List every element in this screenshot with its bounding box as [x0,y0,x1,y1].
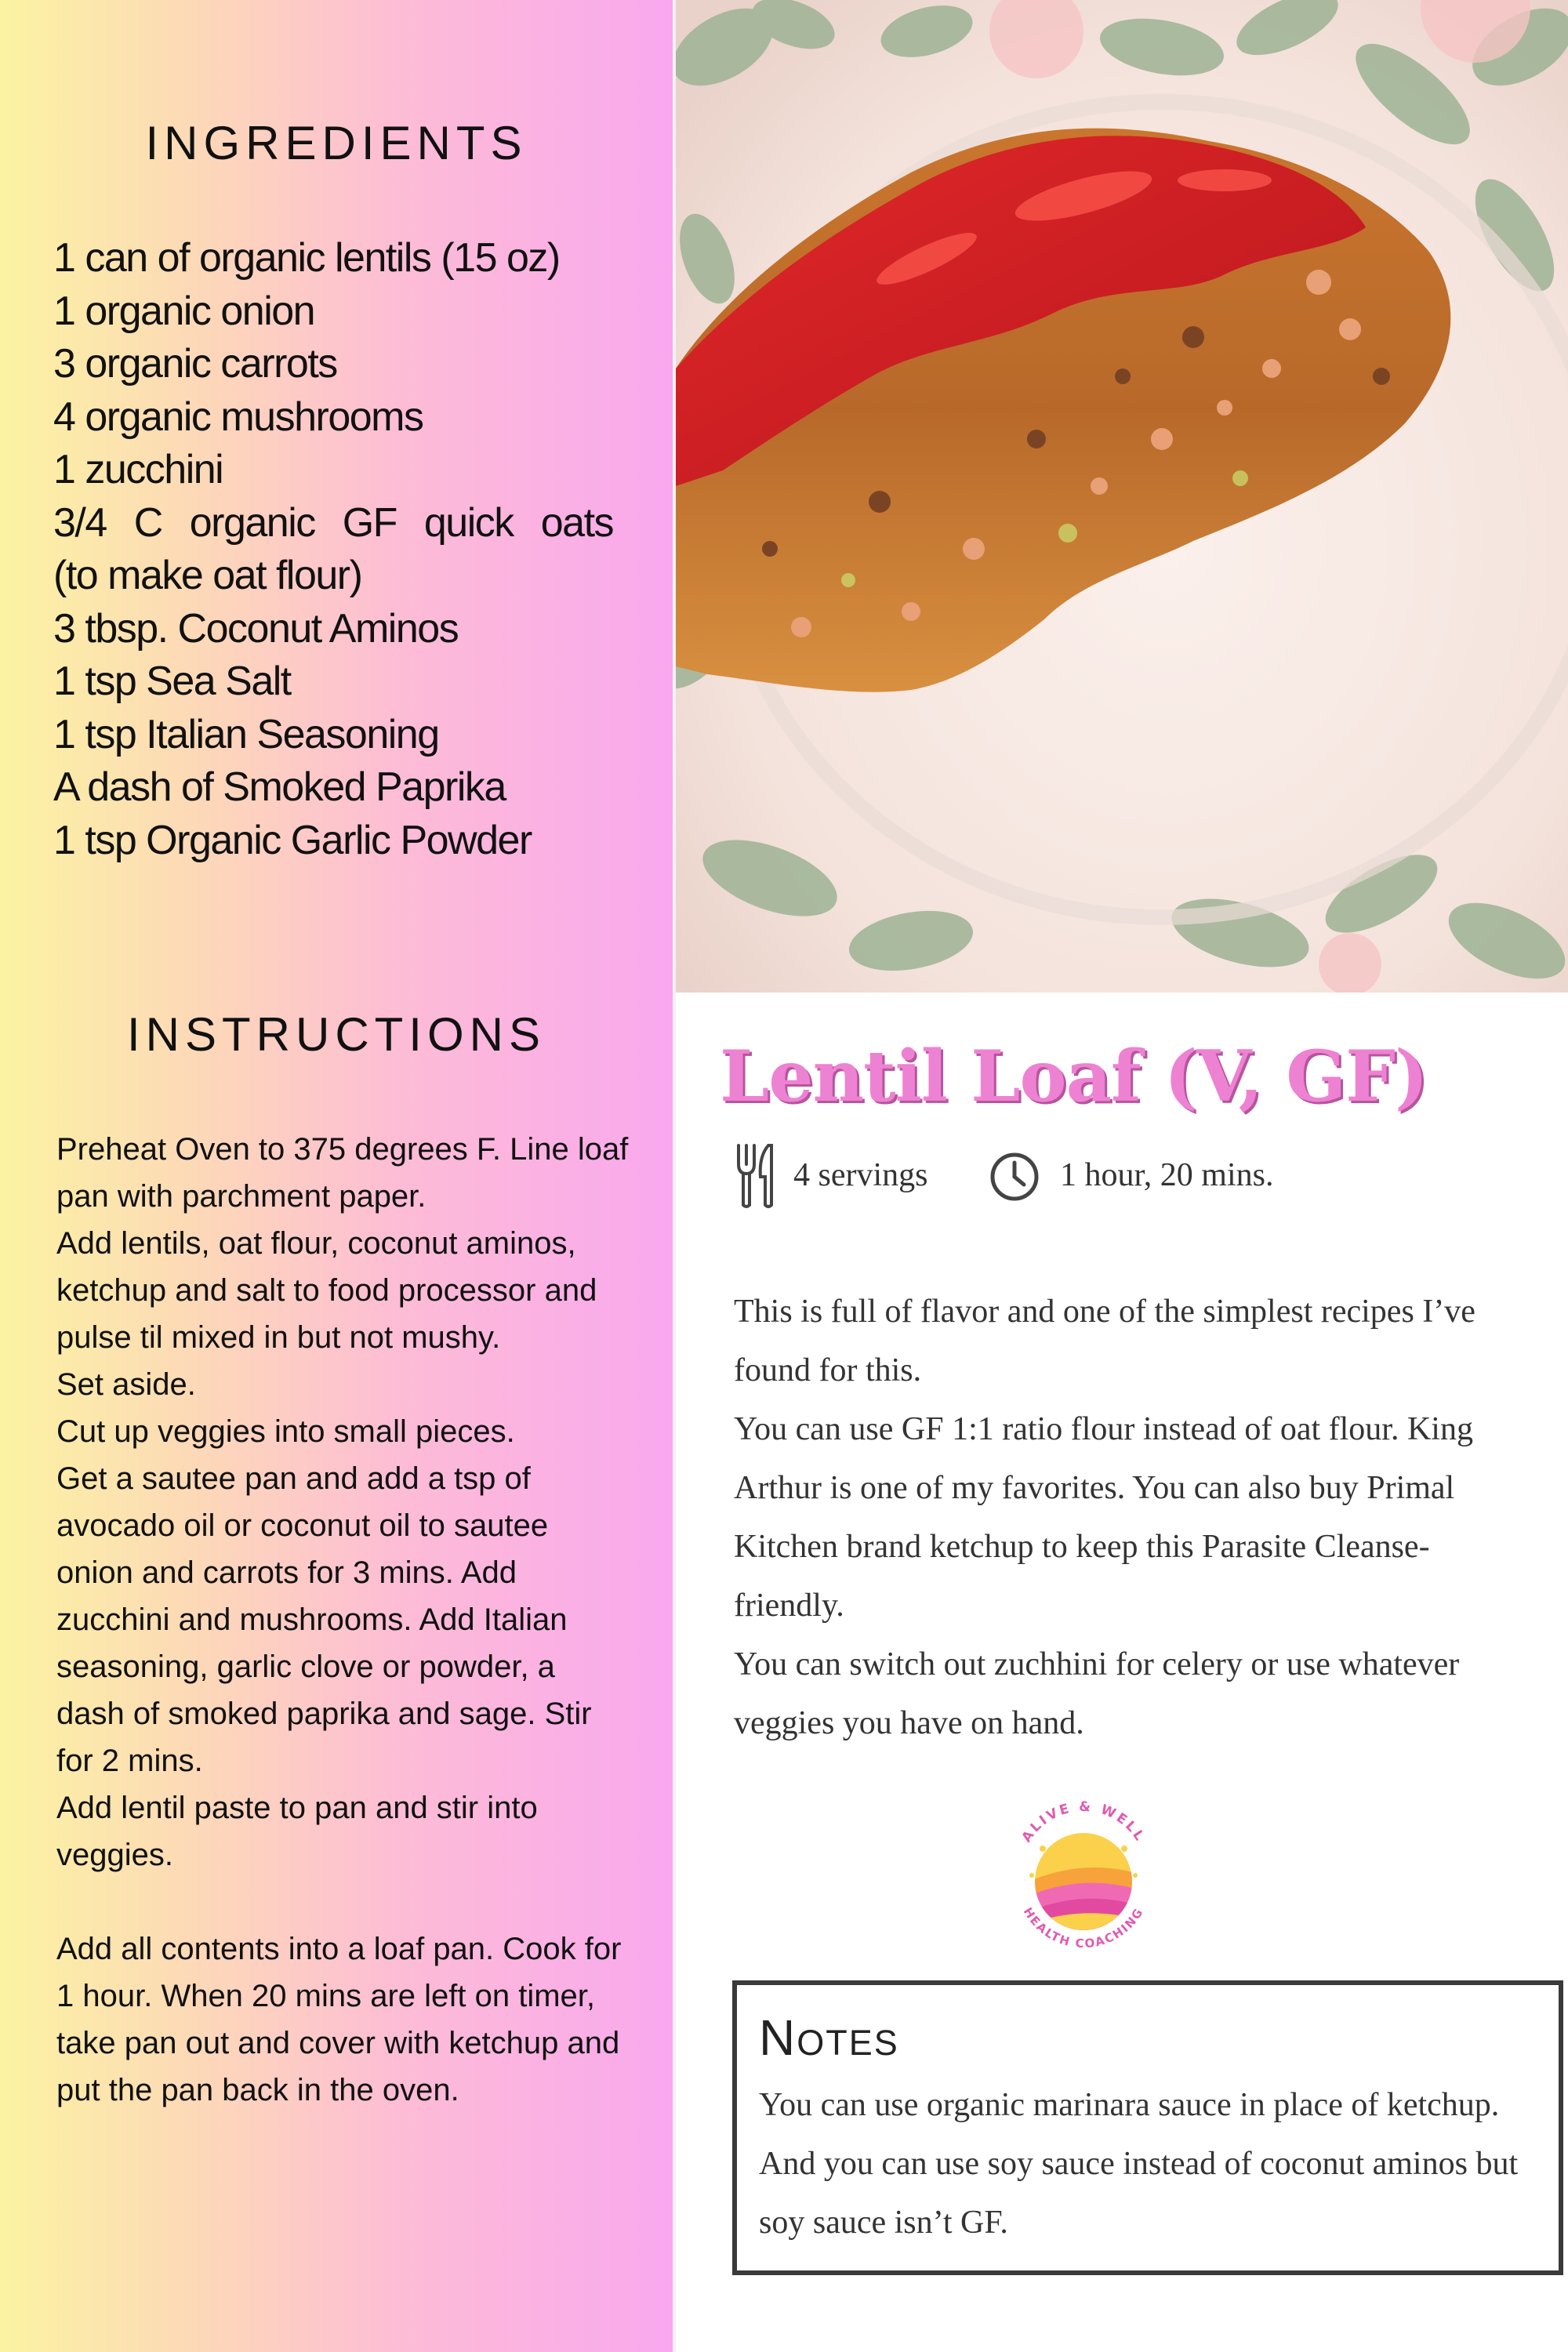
ingredients-heading: INGREDIENTS [145,117,528,169]
ingredient-item: 3/4 C organic GF quick oats [53,499,614,546]
recipe-description [734,1283,1518,1753]
instruction-step: Add all contents into a loaf pan. Cook for 1 hour. When 20 mins are left on timer, take pan out and cover with ketchup and put the pan back in the oven. [56,1932,622,2107]
notes-title: Notes [759,2009,899,2066]
clock-icon [989,1152,1040,1206]
instruction-step: Add lentil paste to pan and stir into veggies. [56,1791,538,1872]
instructions-heading: INSTRUCTIONS [127,1008,546,1061]
left-panel [0,0,673,2352]
instruction-step: Preheat Oven to 375 degrees F. Line loaf pan with parchment paper. [56,1132,629,1214]
ingredient-item: 1 tsp Italian Seasoning [53,711,439,757]
ingredient-item: 4 organic mushrooms [53,394,423,440]
brand-logo [997,1780,1170,1968]
ingredient-item: 1 organic onion [53,288,315,334]
recipe-title: Lentil Loaf (V, GF) [720,1035,1428,1118]
notes-text: You can use organic marinara sauce in place of ketchup. And you can use soy sauce instead of coconut aminos but soy sauce isn’t GF. [759,2087,1519,2241]
instructions-body [56,1126,629,2114]
description-paragraph: You can switch out zuchhini for celery or use whatever veggies you have on hand. [734,1646,1460,1741]
instruction-step: Get a sautee pan and add a tsp of avocado oil or coconut oil to sautee onion and carrots for 3 mins. Add zucchini and mushrooms. Add Italian seasoning, garlic clove or powder, a dash of smoked paprika and sage. Stir for 2 mins. [56,1461,592,1778]
ingredient-item: 1 tsp Organic Garlic Powder [53,817,532,863]
notes-box [732,1980,1563,2275]
description-paragraph: This is full of flavor and one of the simplest recipes I’ve found for this. [734,1294,1475,1388]
time-text: 1 hour, 20 mins. [1060,1157,1274,1193]
food-photo [676,0,1568,993]
ingredients-list [53,232,627,867]
fork-knife-icon [734,1141,778,1215]
meta-row [729,1141,1356,1211]
instruction-step: Add lentils, oat flour, coconut aminos, ketchup and salt to food processor and pulse til mixed in but not mushy. [56,1226,597,1355]
description-paragraph: You can use GF 1:1 ratio flour instead of oat flour. King Arthur is one of my favorites. You can also buy Primal Kitchen brand ketchup to keep this Parasite Cleanse- friendly. [734,1411,1473,1624]
ingredient-item: 3 organic carrots [53,341,337,387]
ingredient-item: 1 zucchini [53,447,223,492]
ingredient-item: 3 tbsp. Coconut Aminos [53,605,459,652]
servings-text: 4 servings [793,1157,928,1193]
ingredient-item: A dash of Smoked Paprika [53,764,506,810]
ingredient-item: 1 tsp Sea Salt [53,659,291,704]
instruction-step: Cut up veggies into small pieces. [56,1414,515,1449]
logo-top-text: ALIVE & WELL [1018,1798,1149,1846]
ingredient-item: 1 can of organic lentils (15 oz) [53,235,560,281]
logo-bottom-text: HEALTH COACHING [1020,1904,1147,1951]
ingredient-item: (to make oat flour) [53,553,362,598]
instruction-step: Set aside. [56,1367,196,1402]
